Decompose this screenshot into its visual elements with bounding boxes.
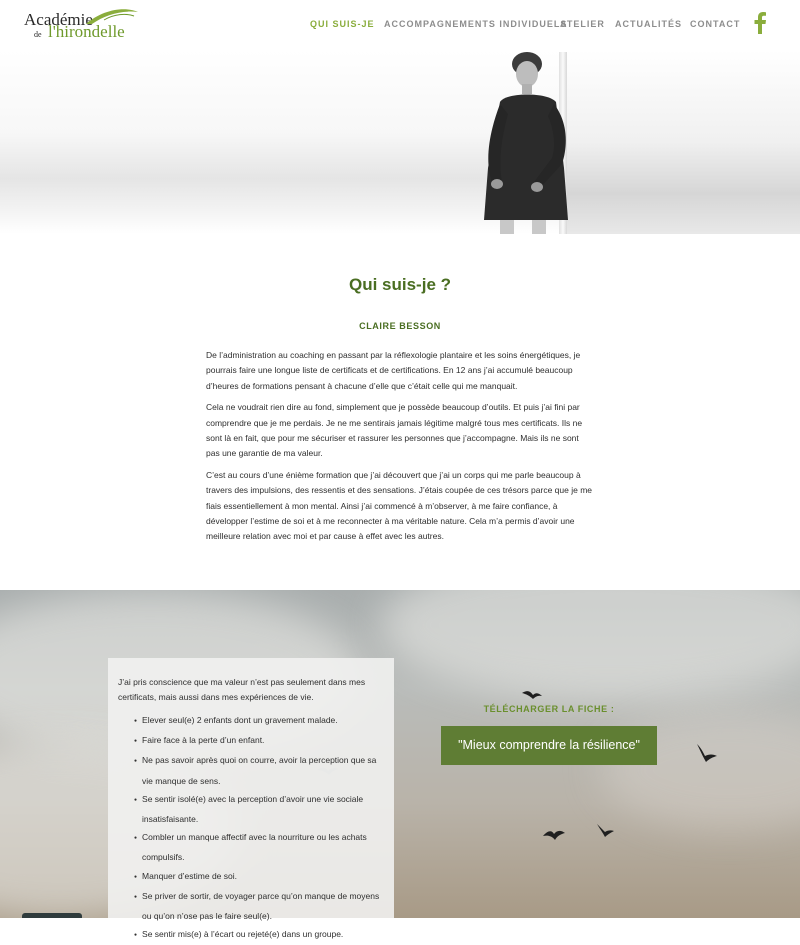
list-item: ● Ne pas savoir après quoi on courre, avoir la perception que sa vie manque de sens. bbox=[118, 751, 383, 789]
intro-text bbox=[206, 348, 594, 551]
nav-item-atelier[interactable]: ATELIER bbox=[560, 19, 605, 29]
facebook-icon[interactable] bbox=[753, 12, 767, 34]
intro-paragraph: Cela ne voudrait rien dire au fond, simplement que je possède beaucoup d’outils. Et puis j’ai fini par comprendre que je me perdais. Je ne me sentirais jamais légitime malgré tous mes certificats. Ils ne sont là en fait, que pour me sécuriser et rassurer les personnes que j’accompagne. Mais ils ne sont pas une garantie de ma valeur. bbox=[206, 402, 583, 459]
list-item: ● Combler un manque affectif avec la nourriture ou les achats compulsifs. bbox=[118, 828, 383, 866]
nav-item-actualites[interactable]: ACTUALITÉS bbox=[615, 19, 682, 29]
logo-text-academie: Académie bbox=[24, 10, 93, 29]
list-item: ● Faire face à la perte d’un enfant. bbox=[118, 731, 383, 751]
page-title: Qui suis-je ? bbox=[348, 275, 452, 294]
site-header bbox=[0, 0, 800, 50]
author-name: CLAIRE BESSON bbox=[359, 321, 441, 331]
hero-banner bbox=[0, 50, 800, 234]
nav-item-accompagnements-individuels[interactable]: ACCOMPAGNEMENTS INDIVIDUELS bbox=[384, 19, 568, 29]
download-label: TÉLÉCHARGER LA FICHE : bbox=[483, 704, 615, 714]
cloud bbox=[380, 590, 800, 700]
nav-item-contact[interactable]: CONTACT bbox=[690, 19, 741, 29]
logo-text-hirondelle: l'hirondelle bbox=[48, 22, 125, 41]
hero-wall-panel bbox=[560, 50, 800, 234]
intro-paragraph: C’est au cours d’une énième formation que j’ai découvert que j’ai un corps qui me parle beaucoup à travers des impulsions, des ressentis et des sensations. J’étais coupée de ces trésors parce que je me fiais essentiellement à mon mental. Ainsi j’ai commencé à m’observer, à me faire confiance, à développer l’estime de soi et à me reconnecter à ma véritable nature. Cela m’a permis d’avoir une meilleure relation avec moi et par cause à effet avec les autres. bbox=[206, 469, 592, 542]
cookie-consent-tab[interactable] bbox=[22, 913, 82, 918]
nav-item-qui-suis-je[interactable]: QUI SUIS-JE bbox=[310, 19, 375, 29]
bird-icon bbox=[542, 826, 566, 842]
bird-icon bbox=[595, 822, 615, 838]
main-nav bbox=[0, 19, 800, 33]
list-item: ● Se sentir isolé(e) avec la perception d’avoir une vie sociale insatisfaisante. bbox=[118, 790, 383, 828]
experience-intro: J’ai pris conscience que ma valeur n’est pas seulement dans mes certificats, mais aussi dans mes expériences de vie. bbox=[118, 677, 366, 703]
portrait-photo bbox=[470, 50, 580, 234]
bird-icon bbox=[521, 686, 543, 702]
bird-icon bbox=[695, 742, 719, 764]
list-item: ● Se priver de sortir, de voyager parce qu’on manque de moyens ou qu’on n’ose pas le faire seul(e). bbox=[118, 887, 383, 925]
logo-text-de: de bbox=[34, 30, 42, 39]
list-item: ● Elever seul(e) 2 enfants dont un gravement malade. bbox=[118, 711, 383, 731]
list-item: ● Manquer d’estime de soi. bbox=[118, 867, 383, 887]
intro-paragraph: De l’administration au coaching en passant par la réflexologie plantaire et les soins énergétiques, je pourrais faire une longue liste de certificats et de certifications. En 12 ans j’ai accumulé beaucoup d’heures de formations pensant à chacune d’elle que c’était celle qui me manquait. bbox=[206, 350, 581, 391]
experience-list bbox=[118, 711, 383, 945]
list-item: ● Se sentir mis(e) à l’écart ou rejeté(e) dans un groupe. bbox=[118, 925, 383, 945]
download-resilience-button[interactable]: "Mieux comprendre la résilience" bbox=[441, 726, 657, 765]
